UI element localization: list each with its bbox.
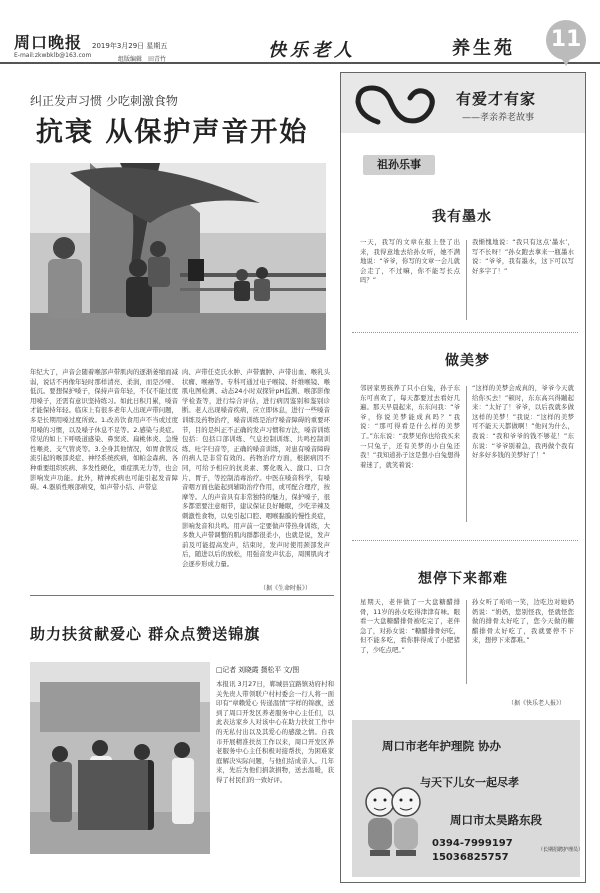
story3-title: 想停下来都难 [418,571,508,587]
elderly-couple-icon [362,780,424,860]
masthead-logo: 周口晚报 [14,33,83,52]
story1-col1: 一天，我写的文章在报上登了出来，我得意地去给孙女听，她不满地说：“爷爷，你写的文章一会儿就会走了，不过嘛，你不能写长点吗？” [360,238,460,285]
story2-col1: 邻居家男孩养了只小白兔，孙子东东可喜欢了，每天都要过去看好几遍。那天早晨起来，东东问我：“爷爷，你说美梦能成真吗？”我说：“那可得看是什么样的美梦了。”东东说：“我梦见你也给我买来一只兔子，还有美梦的小白兔还我！”我知道孙子这是想小白兔想得着迷了，就笑着说： [360,384,460,469]
heart-logo [352,82,440,130]
park-singing-photo [30,163,326,350]
story-separator-2 [352,540,578,541]
story2-title: 做美梦 [445,353,490,369]
park-singing-illustration [30,163,326,350]
story2-divider [466,386,467,522]
ad-title: 周口市老年护理院 协办 [382,739,502,753]
ad-phone-2: 15036825757 [432,852,509,863]
article-body-col1: 年纪大了，声音会随着喉部声带肌肉的逐渐萎缩而减弱，说话不再像年轻时那样清亮、柔润，而是沙哑、低沉。要想保护嗓子，保持声音年轻，不仅不能过度用嗓子，还需有意识坚持练习。如此日积月累，嗓音才能保持年轻。临床上有很多老年人出现声带问题，多是长期用嗓过度所致。1.改善饮食用声不当或过度用嗓的习惯，以及嗓子休息不足等。2.感染与炎症。常见的如上下呼吸道感染、鼻窦炎、扁桃体炎、急慢性喉炎、支气管炎等。3.全身其他情况，如胃食管反流引起的喉部炎症、神经系统疾病，如帕金森病、各种重要组织疾病、多发性硬化，重症肌无力等，也会影响发声功能。此外，精神疾病也可能引起发音障碍。4.器质性喉部病变，如声带小结、声带息 [30,368,178,492]
article-body-col2: 肉、声带任克氏水肿、声带囊肿、声带出血、喉乳头状瘤、喉癌等。专科可通过电子喉镜、纤维喉镜、喉肌电图检测、动态24小时双探针pH监测、喉部影像学检查等，进行综合评估，进行病因鉴别和鉴别诊断。老人出现嗓音疾病，应立即休息，进行一些嗓音训练及药物治疗，嗓音训练是治疗嗓音障碍的重要环节，目的是纠正不正确的发声习惯和方法，嗓音训练包括：包括口部训练、气息控制训练、共鸣控制训练、吐字归音等，正确的嗓音训练，对患有嗓音障碍的病人是非常有效的。药物治疗方面，根据病因不同，可给予相应的抗炎素、雾化吸入、激口、口含片、胃子，等控制消毒治疗。中医在嗓音科学，有嗓音咽方面也能起到辅助治疗作用，或可配合理疗，按摩等。人的声音具有非常独特的魅力，保护嗓子，很多都需要注意细节，建议保证良好睡眠，少吃辛辣及刺激性食物，以免引起口腔、咽喉黏膜的慢性炎症，影响发音和共鸣。用声前一定要做声带热身训练，大多数人声带调整的肌肉群都很柔小，也就是说，发声前及可能提高发声，结束时，发声时使用颈部发声后，随进以后的放松，用强音发声状态，周围肌肉才会逐步形成力量。 [182,368,330,568]
story1-col2: 我惭愧地说：“我只有这点‘墨水’，写不长呀！”孙女跑去拿来一瓶墨水说：“爷爷，我有墨水，这下可以写好多字了！” [472,238,574,275]
editor-credit: 组版编辑 田青竹 [118,56,167,63]
banner-presentation-illustration [30,662,210,854]
ad-phone-1: 0394-7999197 [432,838,513,849]
ad-slogan: 与天下儿女一起尽孝 [420,776,519,789]
panel-title: 有爱才有家 [456,90,537,108]
story3-divider [466,600,467,684]
category-tab: 祖孙乐事 [363,155,435,175]
heart-icon [352,82,440,130]
story-source: （据《快乐老人报》） [508,700,566,707]
story1-title: 我有墨水 [432,209,492,225]
article-source: （据《生命时报》） [260,585,312,592]
column-name: 快乐老人 [268,40,356,61]
masthead-email: E-mail:zkwbklb@163.com [14,52,92,59]
ad-note: （长期招聘护理员） [538,847,584,853]
article-subtitle: 纠正发声习惯 少吃刺激食物 [30,94,178,108]
story2-col2: “这样的美梦会成真的，爷爷今天就给你买去！”顿时，东东高兴得蹦起来：“太好了！爷爷，以后我就多做这样的美梦！”我说：“这样的美梦可不能天天都做啊！”他问为什么，我说：“我和爷爷的钱不够花！”东东说：“爷爷别着急，我再做个我有好多好多钱的美梦好了！” [472,384,574,460]
page-number-badge: 11 [546,20,586,60]
story3-col1: 星期天，老伴做了一大盘糖醋排骨，11岁的孙女吃得津津有味。眼看一大盘糖醋排骨被吃完了，老伴急了，对孙女说：“糖醋排骨好吃，但不能多吃，看你胖得成了小肥猪了，少吃点吧。” [360,598,460,654]
story1-divider [466,240,467,320]
elderly-couple-cartoon [362,780,424,860]
issue-date: 2019年3月29日 星期五 [92,42,168,50]
article-title: 抗衰 从保护声音开始 [36,117,309,148]
panel-subtitle: ——孝亲养老故事 [462,113,535,123]
news-title: 助力扶贫献爱心 群众点赞送锦旗 [30,625,261,643]
news-body: 本报讯 3月27日，郸城县宜路镇劝府村和关先贵人带领联户村村委会一行人将一面印有“章赖爱心 传递温情”字样的锦旗，送到了周口开发区养老服务中心主任们，以此表达家乡人对该中心在助力扶贫工作中的无私付出以及其爱心的感激之情。自我市开展精准扶贫工作以来，周口开发区养老服务中心主任积极对接帮扶，为困难家庭解决实际问题，与他们结成亲人。几年来，先后为他们捐款捐物，送去温暖，获得了村民们的一致好评。 [216,680,334,784]
section-divider [30,595,334,596]
story3-col2: 孙女听了哈哈一笑，边吃边对她奶奶说：“奶奶，您别怪我，怪就怪您做的排骨太好吃了，您今天做的糖醋排骨太好吃了，我就要停不下来，想停下来都难。” [472,598,574,645]
ad-address: 周口市太昊路东段 [450,813,542,827]
story-separator-1 [352,332,578,333]
banner-presentation-photo [30,662,210,854]
section-name: 养生苑 [452,38,515,59]
news-byline: □记者 刘晓霞 摄松平 文/图 [216,666,300,674]
